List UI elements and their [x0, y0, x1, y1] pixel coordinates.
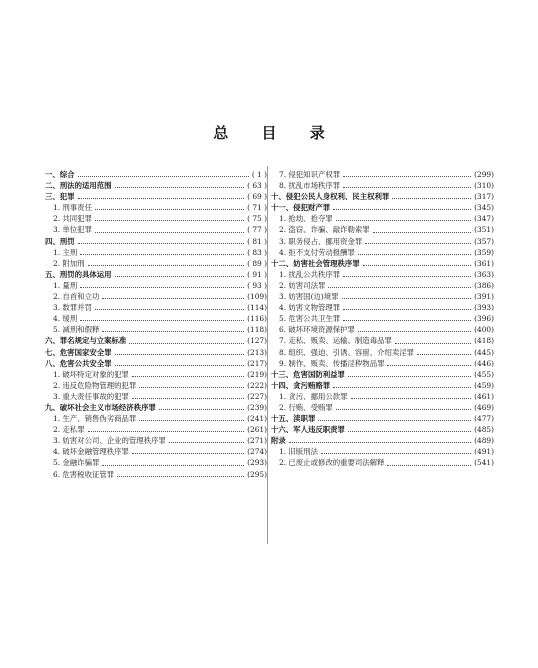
- entry-page-number: (446): [474, 358, 494, 368]
- toc-subsection-entry: [45, 435, 267, 446]
- entry-page-number: (114): [247, 303, 267, 313]
- entry-title: 5. 金融诈骗罪: [53, 458, 100, 468]
- dot-leader: [139, 420, 244, 421]
- toc-section-entry: [271, 191, 494, 202]
- entry-title: 4. 妨害文物管理罪: [279, 303, 341, 313]
- entry-title: 2. 行贿、受贿罪: [279, 402, 333, 412]
- toc-subsection-entry: [271, 446, 494, 457]
- toc-section-entry: [45, 236, 267, 247]
- entry-page-number: (445): [474, 347, 494, 357]
- toc-subsection-entry: [45, 202, 267, 213]
- toc-section-entry: [45, 169, 267, 180]
- entry-title: 6. 危害税收征管罪: [53, 469, 115, 479]
- entry-page-number: (469): [474, 402, 494, 412]
- entry-page-number: (239): [247, 402, 267, 412]
- entry-page-number: (361): [474, 258, 494, 268]
- toc-section-entry: [45, 402, 267, 413]
- entry-page-number: ( 63 ): [247, 181, 267, 191]
- dot-leader: [80, 320, 244, 321]
- dot-leader: [336, 220, 471, 221]
- entry-title: 2. 共同犯罪: [53, 214, 92, 224]
- entry-page-number: ( 75 ): [247, 214, 267, 224]
- entry-title: 3. 数罪并罚: [53, 303, 92, 313]
- entry-page-number: ( 83 ): [247, 247, 267, 257]
- entry-title: 5. 减刑和假释: [53, 325, 100, 335]
- dot-leader: [336, 409, 471, 410]
- entry-title: 十五、渎职罪: [271, 414, 316, 424]
- toc-section-entry: [271, 202, 494, 213]
- dot-leader: [343, 176, 471, 177]
- entry-page-number: (386): [474, 280, 494, 290]
- toc-right-column: [271, 169, 494, 469]
- toc-subsection-entry: [271, 269, 494, 280]
- page-title: 总 目 录: [213, 124, 339, 142]
- entry-page-number: (347): [474, 214, 494, 224]
- entry-page-number: (541): [474, 458, 494, 468]
- toc-subsection-entry: [45, 380, 267, 391]
- entry-title: 十三、危害国防利益罪: [271, 369, 345, 379]
- dot-leader: [78, 243, 245, 244]
- entry-title: 4. 破坏金融管理秩序罪: [53, 447, 129, 457]
- entry-page-number: (109): [247, 292, 267, 302]
- dot-leader: [348, 376, 471, 377]
- entry-page-number: (400): [474, 325, 494, 335]
- toc-subsection-entry: [45, 247, 267, 258]
- entry-title: 6. 破坏环境资源保护罪: [279, 325, 355, 335]
- toc-subsection-entry: [45, 369, 267, 380]
- dot-leader: [80, 254, 244, 255]
- dot-leader: [387, 465, 471, 466]
- entry-page-number: (418): [474, 336, 494, 346]
- dot-leader: [289, 442, 471, 443]
- entry-page-number: (299): [474, 170, 494, 179]
- column-divider: [267, 166, 268, 544]
- toc-subsection-entry: [45, 258, 267, 269]
- toc-section-entry: [45, 335, 267, 346]
- dot-leader: [395, 343, 471, 344]
- dot-leader: [351, 398, 472, 399]
- toc-subsection-entry: [45, 391, 267, 402]
- toc-subsection-entry: [45, 291, 267, 302]
- toc-subsection-entry: [271, 402, 494, 413]
- toc-subsection-entry: [45, 280, 267, 291]
- entry-page-number: (127): [247, 336, 267, 346]
- entry-page-number: ( 69 ): [247, 192, 267, 202]
- toc-subsection-entry: [271, 213, 494, 224]
- entry-title: 1. 量刑: [53, 280, 78, 290]
- entry-page-number: (461): [474, 391, 494, 401]
- entry-title: 五、刑罚的具体运用: [45, 269, 112, 279]
- toc-subsection-entry: [45, 446, 267, 457]
- toc-subsection-entry: [45, 469, 267, 480]
- entry-page-number: (477): [474, 414, 494, 424]
- dot-leader: [328, 287, 471, 288]
- toc-subsection-entry: [271, 324, 494, 335]
- toc-section-entry: [45, 358, 267, 369]
- entry-page-number: (222): [247, 380, 267, 390]
- toc-section-entry: [271, 380, 494, 391]
- dot-leader: [139, 387, 244, 388]
- entry-title: 7. 侵犯知识产权罪: [279, 170, 341, 179]
- entry-title: 8. 组织、强迫、引诱、容留、介绍卖淫罪: [279, 347, 415, 357]
- entry-page-number: (241): [247, 414, 267, 424]
- dot-leader: [115, 276, 245, 277]
- entry-page-number: (271): [247, 436, 267, 446]
- dot-leader: [132, 453, 244, 454]
- toc-subsection-entry: [271, 236, 494, 247]
- entry-page-number: (459): [474, 380, 494, 390]
- dot-leader: [102, 298, 244, 299]
- entry-title: 十四、贪污贿赂罪: [271, 380, 331, 390]
- entry-title: 附录: [271, 436, 286, 446]
- dot-leader: [95, 232, 244, 233]
- dot-leader: [169, 442, 244, 443]
- entry-page-number: (274): [247, 447, 267, 457]
- entry-title: 2. 自首和立功: [53, 292, 100, 302]
- toc-subsection-entry: [271, 335, 494, 346]
- entry-title: 3. 妨害对公司、企业的管理秩序罪: [53, 436, 166, 446]
- entry-page-number: (351): [474, 225, 494, 235]
- entry-page-number: (391): [474, 292, 494, 302]
- toc-section-entry: [45, 180, 267, 191]
- entry-title: 2. 附加刑: [53, 258, 85, 268]
- dot-leader: [159, 409, 244, 410]
- entry-page-number: (345): [474, 203, 494, 213]
- entry-title: 十六、军人违反职责罪: [271, 425, 345, 435]
- entry-title: 8. 扰乱市场秩序罪: [279, 181, 341, 191]
- dot-leader: [115, 187, 245, 188]
- entry-title: 1. 扰乱公共秩序罪: [279, 269, 341, 279]
- dot-leader: [348, 431, 471, 432]
- entry-page-number: (261): [247, 425, 267, 435]
- entry-title: 二、刑法的适用范围: [45, 181, 112, 191]
- dot-leader: [95, 209, 244, 210]
- entry-page-number: (317): [474, 192, 494, 202]
- entry-title: 六、罪名规定与立案标准: [45, 336, 127, 346]
- toc-subsection-entry: [271, 180, 494, 191]
- entry-title: 3. 妨害国(边)境罪: [279, 292, 339, 302]
- dot-leader: [95, 309, 244, 310]
- entry-title: 2. 走私罪: [53, 425, 85, 435]
- toc-subsection-entry: [271, 247, 494, 258]
- entry-title: 1. 抢劫、抢夺罪: [279, 214, 333, 224]
- entry-page-number: ( 93 ): [247, 280, 267, 290]
- dot-leader: [343, 276, 471, 277]
- toc-section-entry: [271, 435, 494, 446]
- toc-section-entry: [45, 191, 267, 202]
- entry-page-number: ( 89 ): [247, 258, 267, 268]
- dot-leader: [95, 220, 244, 221]
- entry-page-number: (489): [474, 436, 494, 446]
- entry-title: 1. 破坏特定对象的犯罪: [53, 369, 129, 379]
- entry-title: 九、破坏社会主义市场经济秩序罪: [45, 402, 156, 412]
- dot-leader: [321, 453, 471, 454]
- dot-leader: [129, 343, 244, 344]
- entry-title: 1. 生产、销售伪劣商品罪: [53, 414, 137, 424]
- entry-title: 八、危害公共安全罪: [45, 358, 112, 368]
- entry-page-number: (227): [247, 391, 267, 401]
- entry-title: 2. 已废止或修改的重要司法解释: [279, 458, 385, 468]
- entry-page-number: (363): [474, 269, 494, 279]
- entry-title: 7. 走私、贩卖、运输、制造毒品罪: [279, 336, 392, 346]
- dot-leader: [342, 298, 472, 299]
- toc-subsection-entry: [45, 424, 267, 435]
- toc-subsection-entry: [45, 302, 267, 313]
- dot-leader: [333, 387, 471, 388]
- entry-title: 2. 违反危险物管理的犯罪: [53, 380, 137, 390]
- toc-section-entry: [45, 347, 267, 358]
- entry-title: 1. 主刑: [53, 247, 78, 257]
- entry-page-number: (310): [474, 181, 494, 191]
- dot-leader: [102, 465, 244, 466]
- entry-page-number: (359): [474, 247, 494, 257]
- toc-subsection-entry: [271, 291, 494, 302]
- entry-title: 七、危害国家安全罪: [45, 347, 112, 357]
- dot-leader: [115, 354, 245, 355]
- dot-leader: [88, 265, 245, 266]
- entry-title: 9. 制作、贩卖、传播淫秽物品罪: [279, 358, 385, 368]
- entry-title: 十、侵犯公民人身权利、民主权利罪: [271, 192, 390, 202]
- dot-leader: [318, 420, 471, 421]
- dot-leader: [132, 398, 244, 399]
- toc-section-entry: [271, 424, 494, 435]
- entry-title: 十二、妨害社会管理秩序罪: [271, 258, 360, 268]
- toc-subsection-entry: [271, 224, 494, 235]
- dot-leader: [343, 309, 471, 310]
- entry-title: 三、犯罪: [45, 192, 75, 202]
- dot-leader: [343, 320, 471, 321]
- toc-subsection-entry: [271, 169, 494, 180]
- dot-leader: [358, 254, 471, 255]
- dot-leader: [343, 187, 471, 188]
- dot-leader: [358, 331, 471, 332]
- entry-page-number: (491): [474, 447, 494, 457]
- entry-title: 2. 盗窃、诈骗、敲诈勒索罪: [279, 225, 370, 235]
- toc-subsection-entry: [45, 313, 267, 324]
- entry-title: 1. 旧版刑法: [279, 447, 318, 457]
- entry-title: 十一、侵犯财产罪: [271, 203, 331, 213]
- entry-title: 四、刑罚: [45, 236, 75, 246]
- toc-subsection-entry: [45, 224, 267, 235]
- entry-page-number: ( 91 ): [247, 269, 267, 279]
- entry-page-number: (485): [474, 425, 494, 435]
- dot-leader: [102, 331, 244, 332]
- entry-page-number: ( 77 ): [247, 225, 267, 235]
- dot-leader: [115, 365, 245, 366]
- toc-left-column: [45, 169, 267, 480]
- dot-leader: [387, 365, 471, 366]
- entry-page-number: (213): [247, 347, 267, 357]
- dot-leader: [80, 287, 244, 288]
- dot-leader: [132, 376, 244, 377]
- toc-subsection-entry: [271, 457, 494, 468]
- entry-title: 1. 刑事责任: [53, 203, 92, 213]
- toc-subsection-entry: [271, 302, 494, 313]
- entry-page-number: (217): [247, 358, 267, 368]
- entry-page-number: (116): [247, 314, 267, 324]
- dot-leader: [78, 198, 245, 199]
- entry-title: 4. 拒不支付劳动报酬罪: [279, 247, 355, 257]
- toc-subsection-entry: [45, 213, 267, 224]
- dot-leader: [117, 476, 244, 477]
- dot-leader: [333, 209, 471, 210]
- dot-leader: [365, 243, 471, 244]
- dot-leader: [363, 265, 471, 266]
- toc-subsection-entry: [45, 324, 267, 335]
- dot-leader: [373, 232, 471, 233]
- entry-page-number: (393): [474, 303, 494, 313]
- entry-page-number: (118): [247, 325, 267, 335]
- dot-leader: [78, 176, 249, 177]
- entry-title: 4. 缓刑: [53, 314, 78, 324]
- entry-page-number: ( 71 ): [247, 203, 267, 213]
- entry-title: 1. 贪污、挪用公款罪: [279, 391, 348, 401]
- dot-leader: [392, 198, 471, 199]
- entry-title: 一、综合: [45, 170, 75, 179]
- entry-page-number: (295): [247, 469, 267, 479]
- toc-subsection-entry: [45, 413, 267, 424]
- toc-section-entry: [271, 258, 494, 269]
- entry-title: 3. 职务侵占、挪用资金罪: [279, 236, 363, 246]
- toc-subsection-entry: [271, 358, 494, 369]
- entry-page-number: (455): [474, 369, 494, 379]
- toc-section-entry: [271, 369, 494, 380]
- toc-subsection-entry: [45, 457, 267, 468]
- entry-page-number: (396): [474, 314, 494, 324]
- entry-page-number: (357): [474, 236, 494, 246]
- entry-page-number: (219): [247, 369, 267, 379]
- toc-subsection-entry: [271, 313, 494, 324]
- toc-subsection-entry: [271, 280, 494, 291]
- entry-page-number: ( 1 ): [251, 170, 267, 179]
- dot-leader: [88, 431, 245, 432]
- dot-leader: [417, 354, 471, 355]
- entry-title: 3. 单位犯罪: [53, 225, 92, 235]
- entry-page-number: (293): [247, 458, 267, 468]
- toc-section-entry: [271, 413, 494, 424]
- entry-title: 5. 危害公共卫生罪: [279, 314, 341, 324]
- toc-subsection-entry: [271, 347, 494, 358]
- toc-subsection-entry: [271, 391, 494, 402]
- entry-page-number: ( 81 ): [247, 236, 267, 246]
- entry-title: 2. 妨害司法罪: [279, 280, 326, 290]
- toc-section-entry: [45, 269, 267, 280]
- entry-title: 3. 重大责任事故的犯罪: [53, 391, 129, 401]
